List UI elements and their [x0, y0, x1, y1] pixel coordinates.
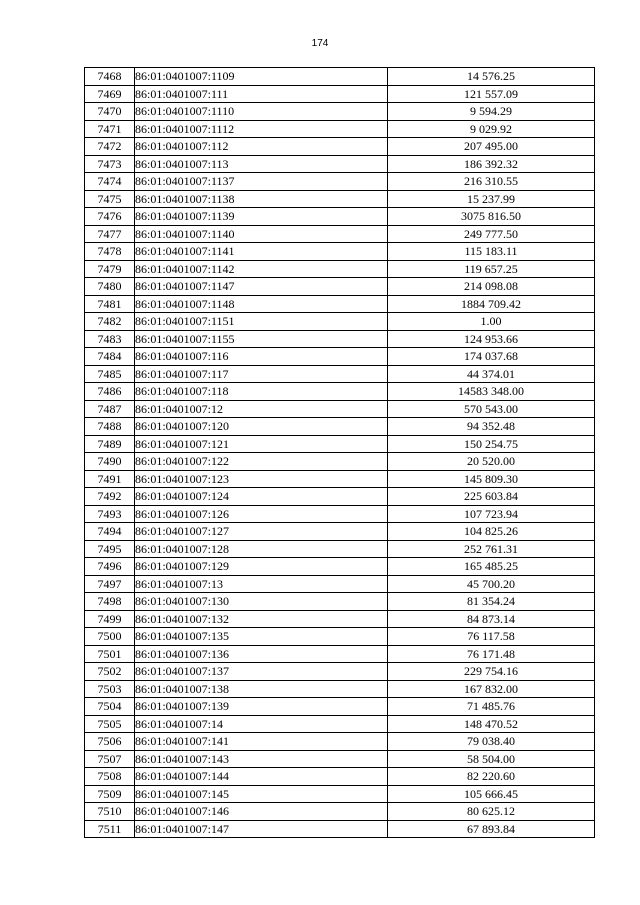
row-number-cell: 7500 [85, 628, 135, 646]
row-number-cell: 7502 [85, 663, 135, 681]
cadastral-value-cell: 71 485.76 [388, 698, 595, 716]
row-number-cell: 7473 [85, 155, 135, 173]
cadastral-number-cell: 86:01:0401007:1147 [135, 278, 388, 296]
cadastral-value-cell: 165 485.25 [388, 558, 595, 576]
cadastral-number-cell: 86:01:0401007:130 [135, 593, 388, 611]
table-row [85, 365, 595, 383]
row-number-cell: 7482 [85, 313, 135, 331]
cadastral-number-cell: 86:01:0401007:143 [135, 750, 388, 768]
table-row [85, 540, 595, 558]
cadastral-value-cell: 252 761.31 [388, 540, 595, 558]
row-number-cell: 7495 [85, 540, 135, 558]
cadastral-value-cell: 14583 348.00 [388, 383, 595, 401]
cadastral-value-cell: 3075 816.50 [388, 208, 595, 226]
cadastral-value-cell: 79 038.40 [388, 733, 595, 751]
row-number-cell: 7501 [85, 645, 135, 663]
table-row [85, 173, 595, 191]
cadastral-number-cell: 86:01:0401007:116 [135, 348, 388, 366]
cadastral-value-cell: 207 495.00 [388, 138, 595, 156]
row-number-cell: 7478 [85, 243, 135, 261]
cadastral-value-cell: 570 543.00 [388, 400, 595, 418]
cadastral-number-cell: 86:01:0401007:1155 [135, 330, 388, 348]
cadastral-value-cell: 119 657.25 [388, 260, 595, 278]
cadastral-value-cell: 105 666.45 [388, 785, 595, 803]
table-row [85, 785, 595, 803]
cadastral-number-cell: 86:01:0401007:144 [135, 768, 388, 786]
table-row [85, 593, 595, 611]
cadastral-number-cell: 86:01:0401007:1151 [135, 313, 388, 331]
row-number-cell: 7499 [85, 610, 135, 628]
cadastral-value-cell: 58 504.00 [388, 750, 595, 768]
cadastral-number-cell: 86:01:0401007:138 [135, 680, 388, 698]
row-number-cell: 7508 [85, 768, 135, 786]
row-number-cell: 7477 [85, 225, 135, 243]
page-number: 174 [311, 38, 329, 49]
cadastral-number-cell: 86:01:0401007:1141 [135, 243, 388, 261]
table-row [85, 383, 595, 401]
row-number-cell: 7490 [85, 453, 135, 471]
cadastral-value-cell: 76 117.58 [388, 628, 595, 646]
cadastral-number-cell: 86:01:0401007:127 [135, 523, 388, 541]
cadastral-number-cell: 86:01:0401007:113 [135, 155, 388, 173]
row-number-cell: 7485 [85, 365, 135, 383]
row-number-cell: 7492 [85, 488, 135, 506]
cadastral-number-cell: 86:01:0401007:1138 [135, 190, 388, 208]
cadastral-number-cell: 86:01:0401007:1112 [135, 120, 388, 138]
row-number-cell: 7506 [85, 733, 135, 751]
row-number-cell: 7475 [85, 190, 135, 208]
cadastral-value-cell: 67 893.84 [388, 820, 595, 838]
cadastral-number-cell: 86:01:0401007:1148 [135, 295, 388, 313]
cadastral-value-cell: 121 557.09 [388, 85, 595, 103]
row-number-cell: 7505 [85, 715, 135, 733]
cadastral-number-cell: 86:01:0401007:139 [135, 698, 388, 716]
cadastral-number-cell: 86:01:0401007:123 [135, 470, 388, 488]
cadastral-number-cell: 86:01:0401007:118 [135, 383, 388, 401]
table-row [85, 190, 595, 208]
cadastral-value-cell: 82 220.60 [388, 768, 595, 786]
cadastral-value-cell: 148 470.52 [388, 715, 595, 733]
cadastral-value-cell: 249 777.50 [388, 225, 595, 243]
row-number-cell: 7481 [85, 295, 135, 313]
cadastral-value-cell: 150 254.75 [388, 435, 595, 453]
cadastral-value-cell: 145 809.30 [388, 470, 595, 488]
cadastral-value-cell: 216 310.55 [388, 173, 595, 191]
table-row [85, 680, 595, 698]
cadastral-number-cell: 86:01:0401007:1139 [135, 208, 388, 226]
table-row [85, 488, 595, 506]
table-row [85, 400, 595, 418]
cadastral-number-cell: 86:01:0401007:147 [135, 820, 388, 838]
table-row [85, 243, 595, 261]
cadastral-value-cell: 81 354.24 [388, 593, 595, 611]
cadastral-value-cell: 174 037.68 [388, 348, 595, 366]
cadastral-value-cell: 14 576.25 [388, 68, 595, 86]
table-row [85, 558, 595, 576]
cadastral-value-cell: 44 374.01 [388, 365, 595, 383]
row-number-cell: 7494 [85, 523, 135, 541]
table-row [85, 768, 595, 786]
table-row [85, 645, 595, 663]
cadastral-number-cell: 86:01:0401007:136 [135, 645, 388, 663]
row-number-cell: 7497 [85, 575, 135, 593]
cadastral-number-cell: 86:01:0401007:120 [135, 418, 388, 436]
row-number-cell: 7486 [85, 383, 135, 401]
cadastral-value-cell: 84 873.14 [388, 610, 595, 628]
row-number-cell: 7483 [85, 330, 135, 348]
cadastral-value-cell: 76 171.48 [388, 645, 595, 663]
cadastral-number-cell: 86:01:0401007:141 [135, 733, 388, 751]
cadastral-number-cell: 86:01:0401007:111 [135, 85, 388, 103]
cadastral-value-cell: 107 723.94 [388, 505, 595, 523]
row-number-cell: 7509 [85, 785, 135, 803]
table-row [85, 698, 595, 716]
cadastral-number-cell: 86:01:0401007:121 [135, 435, 388, 453]
cadastral-number-cell: 86:01:0401007:135 [135, 628, 388, 646]
row-number-cell: 7504 [85, 698, 135, 716]
cadastral-number-cell: 86:01:0401007:1137 [135, 173, 388, 191]
row-number-cell: 7507 [85, 750, 135, 768]
table-row [85, 225, 595, 243]
cadastral-value-cell: 104 825.26 [388, 523, 595, 541]
cadastral-value-cell: 225 603.84 [388, 488, 595, 506]
table-row [85, 120, 595, 138]
table-row [85, 820, 595, 838]
cadastral-value-cell: 45 700.20 [388, 575, 595, 593]
cadastral-number-cell: 86:01:0401007:126 [135, 505, 388, 523]
table-row [85, 575, 595, 593]
row-number-cell: 7489 [85, 435, 135, 453]
row-number-cell: 7484 [85, 348, 135, 366]
row-number-cell: 7480 [85, 278, 135, 296]
row-number-cell: 7470 [85, 103, 135, 121]
table-row [85, 278, 595, 296]
cadastral-number-cell: 86:01:0401007:146 [135, 803, 388, 821]
cadastral-value-cell: 20 520.00 [388, 453, 595, 471]
table-row [85, 138, 595, 156]
table-row [85, 663, 595, 681]
row-number-cell: 7479 [85, 260, 135, 278]
cadastral-number-cell: 86:01:0401007:1110 [135, 103, 388, 121]
table-row [85, 330, 595, 348]
row-number-cell: 7511 [85, 820, 135, 838]
cadastral-value-cell: 186 392.32 [388, 155, 595, 173]
row-number-cell: 7503 [85, 680, 135, 698]
row-number-cell: 7510 [85, 803, 135, 821]
row-number-cell: 7498 [85, 593, 135, 611]
cadastral-value-cell: 9 594.29 [388, 103, 595, 121]
cadastral-number-cell: 86:01:0401007:12 [135, 400, 388, 418]
row-number-cell: 7472 [85, 138, 135, 156]
table-row [85, 803, 595, 821]
cadastral-number-cell: 86:01:0401007:129 [135, 558, 388, 576]
table-row [85, 313, 595, 331]
cadastral-number-cell: 86:01:0401007:122 [135, 453, 388, 471]
cadastral-number-cell: 86:01:0401007:1140 [135, 225, 388, 243]
table-row [85, 348, 595, 366]
cadastral-number-cell: 86:01:0401007:145 [135, 785, 388, 803]
cadastral-number-cell: 86:01:0401007:1109 [135, 68, 388, 86]
cadastral-value-cell: 115 183.11 [388, 243, 595, 261]
cadastral-number-cell: 86:01:0401007:117 [135, 365, 388, 383]
table-row [85, 435, 595, 453]
row-number-cell: 7488 [85, 418, 135, 436]
row-number-cell: 7487 [85, 400, 135, 418]
cadastral-value-cell: 1.00 [388, 313, 595, 331]
row-number-cell: 7468 [85, 68, 135, 86]
table-row [85, 610, 595, 628]
table-row [85, 295, 595, 313]
table-row [85, 155, 595, 173]
cadastral-value-cell: 1884 709.42 [388, 295, 595, 313]
cadastral-number-cell: 86:01:0401007:112 [135, 138, 388, 156]
cadastral-value-cell: 15 237.99 [388, 190, 595, 208]
row-number-cell: 7496 [85, 558, 135, 576]
row-number-cell: 7476 [85, 208, 135, 226]
table-row [85, 733, 595, 751]
registry-table-body [85, 68, 595, 838]
table-row [85, 208, 595, 226]
cadastral-number-cell: 86:01:0401007:128 [135, 540, 388, 558]
table-row [85, 715, 595, 733]
table-row [85, 470, 595, 488]
table-row [85, 68, 595, 86]
cadastral-value-cell: 80 625.12 [388, 803, 595, 821]
table-row [85, 453, 595, 471]
table-row [85, 418, 595, 436]
cadastral-value-cell: 167 832.00 [388, 680, 595, 698]
row-number-cell: 7474 [85, 173, 135, 191]
cadastral-number-cell: 86:01:0401007:137 [135, 663, 388, 681]
cadastral-value-cell: 214 098.08 [388, 278, 595, 296]
table-row [85, 505, 595, 523]
cadastral-value-cell: 9 029.92 [388, 120, 595, 138]
row-number-cell: 7471 [85, 120, 135, 138]
table-row [85, 85, 595, 103]
cadastral-number-cell: 86:01:0401007:14 [135, 715, 388, 733]
cadastral-number-cell: 86:01:0401007:1142 [135, 260, 388, 278]
cadastral-number-cell: 86:01:0401007:132 [135, 610, 388, 628]
table-row [85, 103, 595, 121]
table-row [85, 260, 595, 278]
cadastral-value-cell: 229 754.16 [388, 663, 595, 681]
row-number-cell: 7469 [85, 85, 135, 103]
cadastral-value-cell: 94 352.48 [388, 418, 595, 436]
row-number-cell: 7493 [85, 505, 135, 523]
table-row [85, 750, 595, 768]
registry-table [84, 67, 595, 838]
cadastral-number-cell: 86:01:0401007:13 [135, 575, 388, 593]
row-number-cell: 7491 [85, 470, 135, 488]
table-row [85, 523, 595, 541]
table-row [85, 628, 595, 646]
cadastral-number-cell: 86:01:0401007:124 [135, 488, 388, 506]
cadastral-value-cell: 124 953.66 [388, 330, 595, 348]
